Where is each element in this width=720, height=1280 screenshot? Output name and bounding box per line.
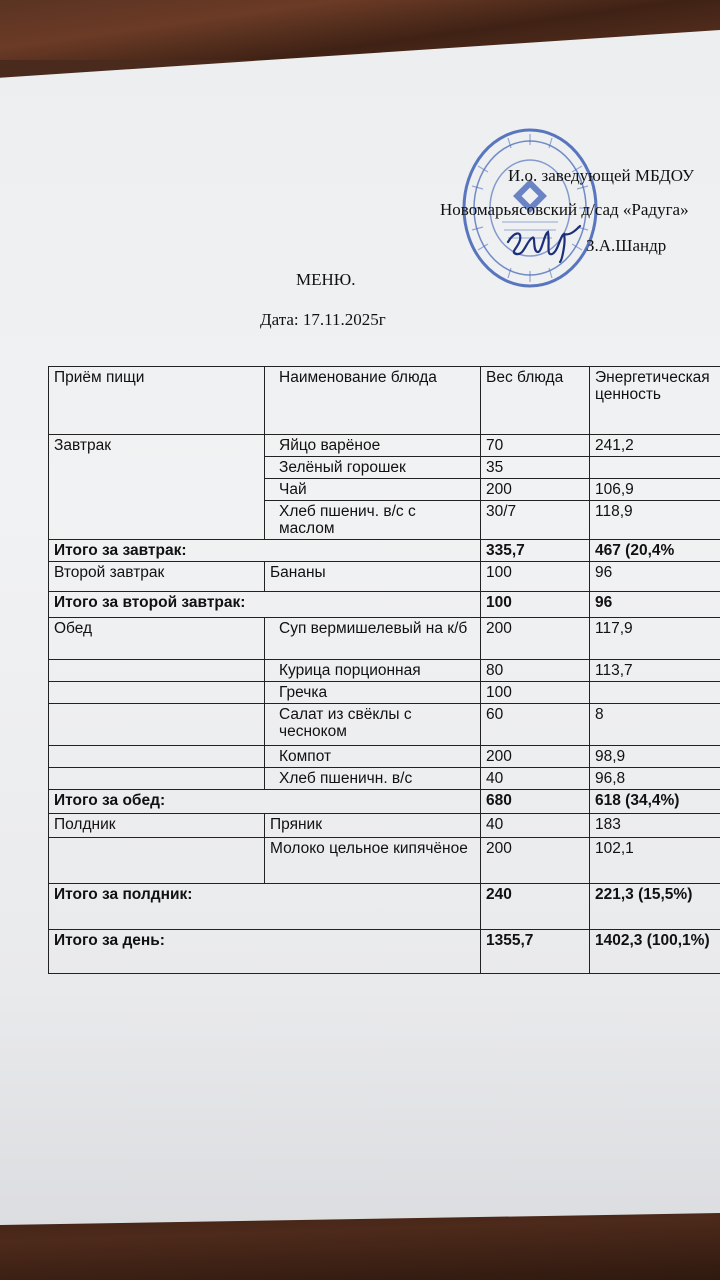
table-row xyxy=(49,704,720,746)
total-label: Итого за обед: xyxy=(49,790,481,814)
total-row xyxy=(49,930,720,974)
approver-organization: Новомарьясовский д/сад «Радуга» xyxy=(440,200,689,219)
column-header-weight: Вес блюда xyxy=(481,367,590,435)
dish-cell: Салат из свёклы с чесноком xyxy=(265,704,481,746)
meal-cell xyxy=(49,501,265,540)
dish-cell: Пряник xyxy=(265,814,481,838)
dish-cell: Гречка xyxy=(265,682,481,704)
total-label: Итого за завтрак: xyxy=(49,540,481,562)
dish-cell: Компот xyxy=(265,746,481,768)
dish-cell: Зелёный горошек xyxy=(265,457,481,479)
meal-cell xyxy=(49,682,265,704)
weight-cell: 30/7 xyxy=(481,501,590,540)
page-title: МЕНЮ. xyxy=(296,270,356,289)
total-weight: 335,7 xyxy=(481,540,590,562)
table-row xyxy=(49,457,720,479)
weight-cell: 200 xyxy=(481,746,590,768)
dish-cell: Курица порционная xyxy=(265,660,481,682)
table-row xyxy=(49,501,720,540)
total-label: Итого за второй завтрак: xyxy=(49,592,481,618)
meal-cell xyxy=(49,479,265,501)
table-row xyxy=(49,435,720,457)
dish-cell: Бананы xyxy=(265,562,481,592)
total-weight: 100 xyxy=(481,592,590,618)
total-weight: 240 xyxy=(481,884,590,930)
column-header-energy: Энергетическая ценность xyxy=(590,367,720,435)
total-label: Итого за полдник: xyxy=(49,884,481,930)
dish-cell: Хлеб пшенич. в/с с маслом xyxy=(265,501,481,540)
stamp-inscription xyxy=(0,0,1,1)
dish-cell: Чай xyxy=(265,479,481,501)
table-row xyxy=(49,682,720,704)
total-row xyxy=(49,884,720,930)
energy-cell: 113,7 xyxy=(590,660,720,682)
energy-cell: 106,9 xyxy=(590,479,720,501)
meal-cell: Второй завтрак xyxy=(49,562,265,592)
weight-cell: 100 xyxy=(481,562,590,592)
energy-cell: 98,9 xyxy=(590,746,720,768)
weight-cell: 200 xyxy=(481,618,590,660)
total-label: Итого за день: xyxy=(49,930,481,974)
energy-cell: 183 xyxy=(590,814,720,838)
menu-date: Дата: 17.11.2025г xyxy=(260,310,386,329)
weight-cell: 40 xyxy=(481,814,590,838)
approver-name: З.А.Шандр xyxy=(586,236,667,255)
table-row xyxy=(49,562,720,592)
weight-cell: 35 xyxy=(481,457,590,479)
table-header-row xyxy=(49,367,720,435)
column-header-dish: Наименование блюда xyxy=(265,367,481,435)
weight-cell: 200 xyxy=(481,838,590,884)
total-energy: 96 xyxy=(590,592,720,618)
meal-cell xyxy=(49,457,265,479)
total-row xyxy=(49,790,720,814)
meal-cell xyxy=(49,746,265,768)
dish-cell: Яйцо варёное xyxy=(265,435,481,457)
table-row xyxy=(49,838,720,884)
meal-cell xyxy=(49,660,265,682)
energy-cell: 96,8 xyxy=(590,768,720,790)
total-row xyxy=(49,540,720,562)
column-header-meal: Приём пищи xyxy=(49,367,265,435)
total-energy: 1402,3 (100,1%) xyxy=(590,930,720,974)
table-row xyxy=(49,479,720,501)
meal-cell xyxy=(49,704,265,746)
total-weight: 1355,7 xyxy=(481,930,590,974)
energy-cell: 241,2 xyxy=(590,435,720,457)
total-weight: 680 xyxy=(481,790,590,814)
meal-cell xyxy=(49,838,265,884)
energy-cell: 102,1 xyxy=(590,838,720,884)
weight-cell: 40 xyxy=(481,768,590,790)
energy-cell xyxy=(590,457,720,479)
menu-table xyxy=(48,366,720,974)
energy-cell: 118,9 xyxy=(590,501,720,540)
dish-cell: Суп вермишелевый на к/б xyxy=(265,618,481,660)
energy-cell: 96 xyxy=(590,562,720,592)
energy-cell: 8 xyxy=(590,704,720,746)
weight-cell: 100 xyxy=(481,682,590,704)
weight-cell: 60 xyxy=(481,704,590,746)
table-row xyxy=(49,814,720,838)
weight-cell: 70 xyxy=(481,435,590,457)
dish-cell: Хлеб пшеничн. в/с xyxy=(265,768,481,790)
meal-cell: Завтрак xyxy=(49,435,265,457)
approver-position: И.о. заведующей МБДОУ xyxy=(508,166,695,185)
table-row xyxy=(49,618,720,660)
weight-cell: 80 xyxy=(481,660,590,682)
meal-cell xyxy=(49,768,265,790)
total-row xyxy=(49,592,720,618)
energy-cell: 117,9 xyxy=(590,618,720,660)
dish-cell: Молоко цельное кипячёное xyxy=(265,838,481,884)
meal-cell: Полдник xyxy=(49,814,265,838)
weight-cell: 200 xyxy=(481,479,590,501)
energy-cell xyxy=(590,682,720,704)
table-row xyxy=(49,768,720,790)
total-energy: 467 (20,4% xyxy=(590,540,720,562)
table-row xyxy=(49,660,720,682)
meal-cell: Обед xyxy=(49,618,265,660)
total-energy: 618 (34,4%) xyxy=(590,790,720,814)
total-energy: 221,3 (15,5%) xyxy=(590,884,720,930)
table-row xyxy=(49,746,720,768)
